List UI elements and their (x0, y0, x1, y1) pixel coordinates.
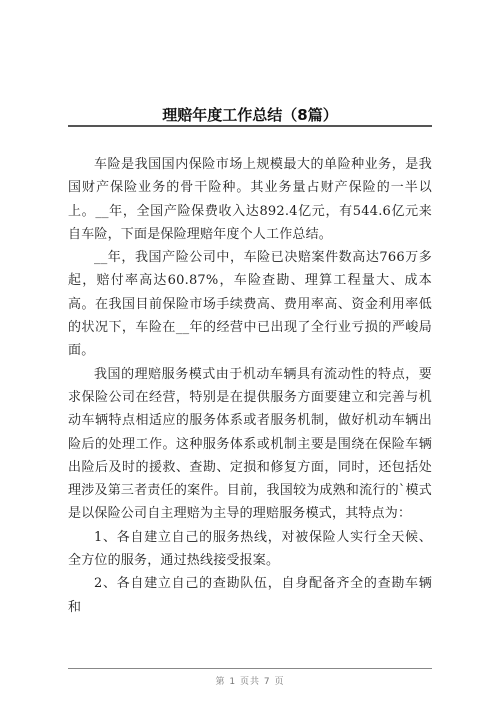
paragraph: 我国的理赔服务模式由于机动车辆具有流动性的特点，要求保险公司在经营，特别是在提供服务方面要建立和完善与机动车辆特点相适应的服务体系或者服务机制，做好机动车辆出险后的处理工作。这种服务体系或机制主要是围绕在保险车辆出险后及时的援救、查勘、定损和修复方面，同时，还包括处理涉及第三者责任的案件。目前，我国较为成熟和流行的`模式是以保险公司自主理赔为主导的理赔服务模式，其特点为： (68, 366, 432, 522)
title-divider (68, 125, 432, 127)
footer-divider (68, 668, 432, 669)
paragraph: 2、各自建立自己的查勘队伍，自身配备齐全的查勘车辆和 (68, 576, 432, 615)
document-title: 理赔年度工作总结（8篇） (162, 106, 338, 124)
paragraph: 1、各自建立自己的服务热线，对被保险人实行全天候、全方位的服务，通过热线接受报案。 (68, 529, 432, 569)
document-body (68, 153, 432, 619)
paragraph: __年，我国产险公司中，车险已决赔案件数高达766万多起，赔付率高达60.87%，车险查勘、理算工程量大、成本高。在我国目前保险市场手续费高、费用率高、资金利用率低的状况下，车险在__年的经营中已出现了全行业亏损的严峻局面。 (68, 250, 432, 359)
paragraph: 车险是我国国内保险市场上规模最大的单险种业务，是我国财产保险业务的骨干险种。其业务量占财产保险的一半以上。__年，全国产险保费收入达892.4亿元，有544.6亿元来自车险，下面是保险理赔年度个人工作总结。 (68, 157, 432, 242)
page-number: 第 1 页共 7 页 (215, 677, 285, 687)
